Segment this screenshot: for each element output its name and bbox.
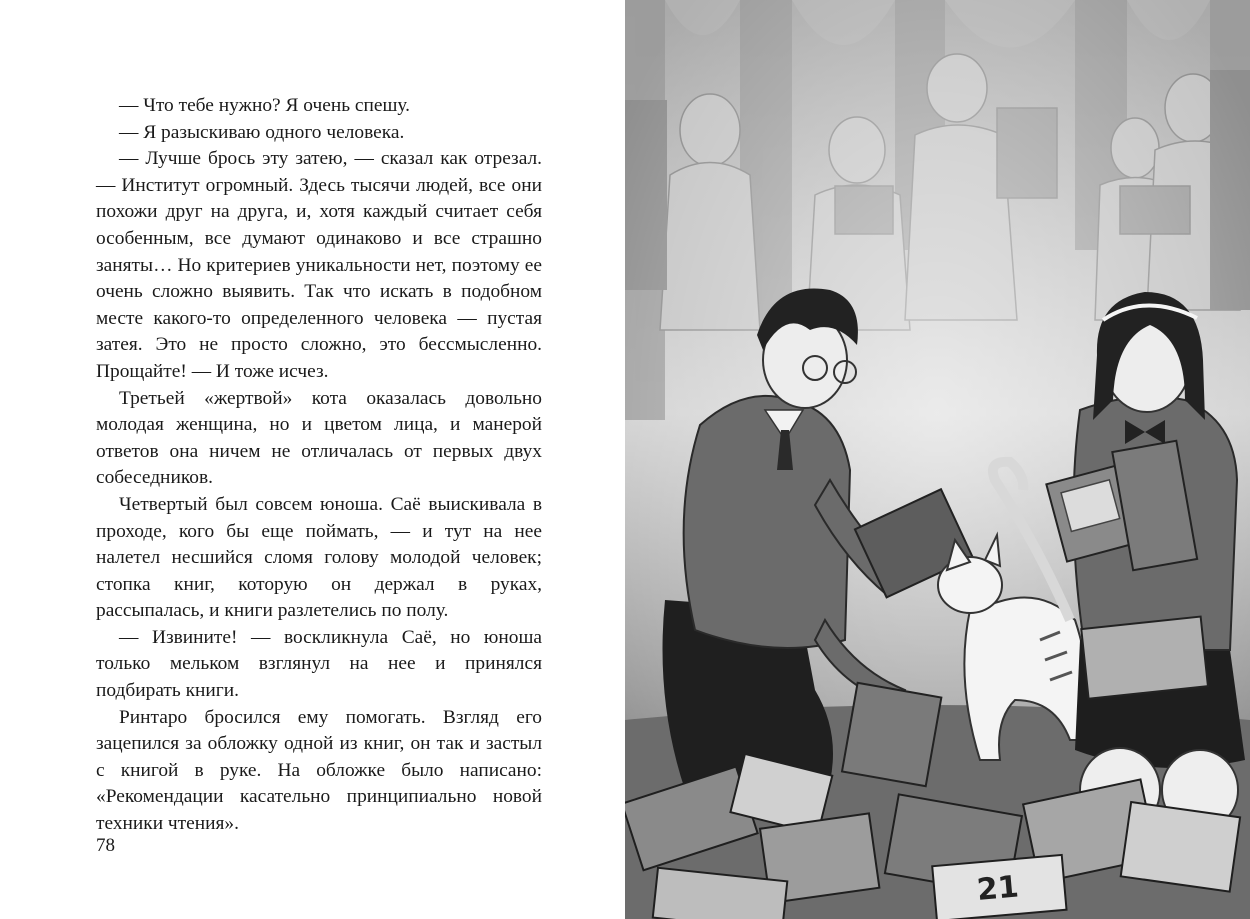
text-block [96, 93, 542, 838]
paragraph: — Я разыскиваю одного человека. [119, 121, 405, 143]
page-number: 78 [96, 835, 115, 856]
illustration-page [625, 0, 1250, 919]
paragraph: Четвертый был совсем юноша. Саё выискивала в проходе, кого бы еще поймать, — и тут на нее налетел несшийся сломя голову молодой человек; стопка книг, которую он держал в руках, рассыпалась, и книги разлетелись по полу. [96, 493, 542, 622]
paragraph: — Извините! — воскликнула Саё, но юноша только мельком взглянул на нее и принялся подбирать книги. [96, 626, 542, 702]
paragraph: Третьей «жертвой» кота оказалась довольно молодая женщина, но и цветом лица, и манерой ответов она ничем не отличалась от первых двух собеседников. [96, 387, 542, 489]
book-cover-number: 21 [975, 869, 1021, 908]
illustration [625, 0, 1250, 919]
paragraph: — Что тебе нужно? Я очень спешу. [119, 95, 411, 116]
paragraph: — Лучше брось эту затею, — сказал как отрезал. — Институт огромный. Здесь тысячи людей, все они похожи друг на друга, и, хотя каждый считает себя особенным, все думают одинаково и все страшно заняты… Но критериев уникальности нет, поэтому ее очень сложно выявить. Так что искать в подобном месте какого-то определенного человека — пустая затея. Это не просто сложно, это бессмысленно. Прощайте! — И тоже исчез. [96, 148, 542, 382]
paragraph: Ринтаро бросился ему помогать. Взгляд его зацепился за обложку одной из книг, он так и застыл с книгой в руке. На обложке было написано: «Рекомендации касательно принципиально новой техники чтения». [96, 706, 542, 835]
